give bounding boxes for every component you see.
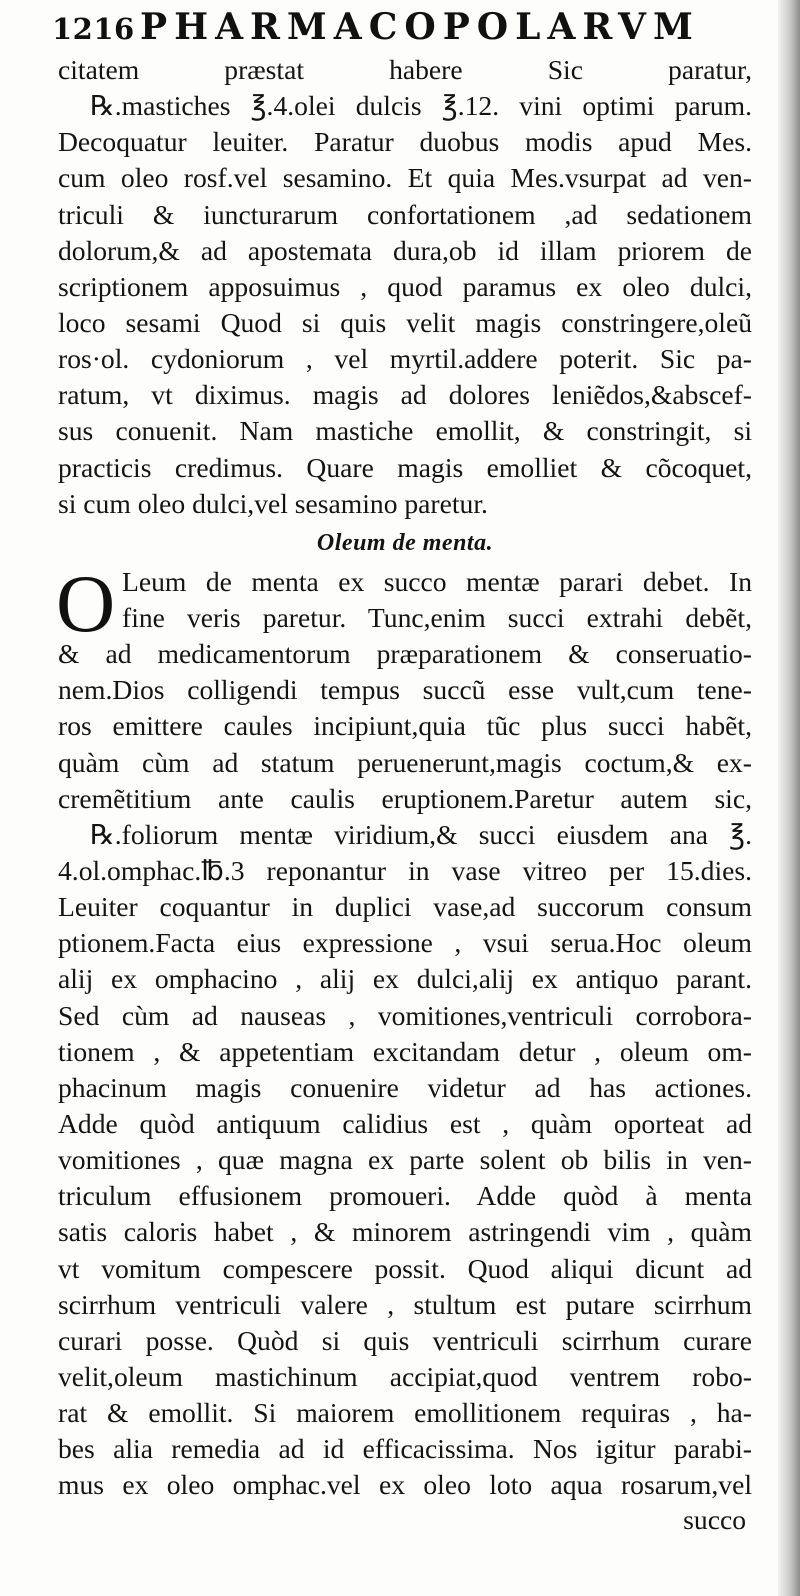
text-line: satis caloris habet , & minorem astringendi vim , quàm [58, 1216, 752, 1248]
text-line: alij ex omphacino , alij ex dulci,alij ex antiquo parant. [58, 963, 752, 995]
text-line: citatem præstat habere Sic paratur, [58, 54, 752, 85]
text-line: mus ex oleo omphac.vel ex oleo loto aqua rosarum,vel [58, 1469, 752, 1501]
body-text [58, 52, 752, 1537]
text-line: Decoquatur leuiter. Paratur duobus modis apud Mes. [58, 126, 752, 158]
text-line: 4.ol.omphac.℔.3 reponantur in vase vitreo per 15.dies. [58, 854, 752, 886]
text-line: ratum, vt diximus. magis ad dolores leniẽdos,&abscef- [58, 379, 752, 411]
paragraph-oleum-de-menta [56, 557, 752, 1504]
text-line: & ad medicamentorum præparationem & conseruatio- [58, 638, 752, 670]
text-line: loco sesami Quod si quis velit magis constringere,oleũ [58, 306, 752, 338]
text-line: si cum oleo dulci,vel sesamino paretur. [58, 487, 488, 519]
text-line: rat & emollit. Si maiorem emollitionem requiras , ha- [58, 1397, 752, 1429]
text-line: dolorum,& ad apostemata dura,ob id illam priorem de [58, 234, 752, 266]
text-line: ℞.foliorum mentæ viridium,& succi eiusdem ana ℥. [90, 818, 752, 850]
text-line: Leuiter coquantur in duplici vase,ad succorum consum [58, 891, 752, 923]
text-line: nem.Dios colligendi tempus succũ esse vult,cum tene- [58, 674, 752, 706]
text-line: Leum de menta ex succo mentæ parari debet. In [122, 565, 752, 597]
text-line: scirrhum ventriculi valere , stultum est putare scirrhum [58, 1288, 752, 1320]
catchword: succo [683, 1504, 746, 1536]
text-line: bes alia remedia ad id efficacissima. Nos igitur parabi- [58, 1433, 752, 1465]
paragraph-mastiche-oil [58, 52, 752, 522]
text-line: fine veris paretur. Tunc,enim succi extrahi debẽt, [122, 601, 752, 633]
text-line: ptionem.Facta eius expressione , vsui serua.Hoc oleum [58, 927, 752, 959]
text-line: vt vomitum compescere possit. Quod aliqui dicunt ad [58, 1252, 752, 1284]
text-line: cum oleo rosf.vel sesamino. Et quia Mes.vsurpat ad ven- [58, 162, 752, 194]
text-line: triculi & iuncturarum confortationem ,ad sedationem [58, 198, 752, 230]
text-line: Adde quòd antiquum calidius est , quàm oporteat ad [58, 1107, 752, 1139]
text-line: velit,oleum mastichinum accipiat,quod ventrem robo- [58, 1360, 752, 1392]
text-line: Sed cùm ad nauseas , vomitiones,ventriculi corrobora- [58, 999, 752, 1031]
running-title: PHARMACOPOLARVM [140, 6, 700, 48]
text-line: cremẽtitium ante caulis eruptionem.Paretur autem sic, [58, 782, 752, 814]
text-line: curari posse. Quòd si quis ventriculi scirrhum curare [58, 1324, 752, 1356]
text-line: vomitiones , quæ magna ex parte solent ob bilis in ven- [58, 1144, 752, 1176]
drop-cap-initial: O [56, 557, 116, 649]
page-number: 1216 [52, 12, 135, 46]
text-line: ℞.mastiches ℥.4.olei dulcis ℥.12. vini optimi parum. [90, 90, 752, 122]
text-line: phacinum magis conuenire videtur ad has actiones. [58, 1071, 752, 1103]
text-line: ros emittere caules incipiunt,quia tũc plus succi habẽt, [58, 710, 752, 742]
text-line: scriptionem apposuimus , quod paramus ex oleo dulci, [58, 270, 752, 302]
text-line: quàm cùm ad statum peruenerunt,magis coctum,& ex- [58, 746, 752, 778]
text-line: sus conuenit. Nam mastiche emollit, & constringit, si [58, 415, 752, 447]
text-line: triculum effusionem promoueri. Adde quòd à menta [58, 1180, 752, 1212]
section-heading: Oleum de menta. [316, 529, 494, 556]
page-edge-shadow [778, 0, 800, 1596]
text-line: practicis credimus. Quare magis emolliet & cõcoquet, [58, 451, 752, 483]
page-header [52, 2, 752, 58]
text-line: ros·ol. cydoniorum , vel myrtil.addere poterit. Sic pa- [58, 343, 752, 375]
text-line: tionem , & appetentiam excitandam detur , oleum om- [58, 1035, 752, 1067]
